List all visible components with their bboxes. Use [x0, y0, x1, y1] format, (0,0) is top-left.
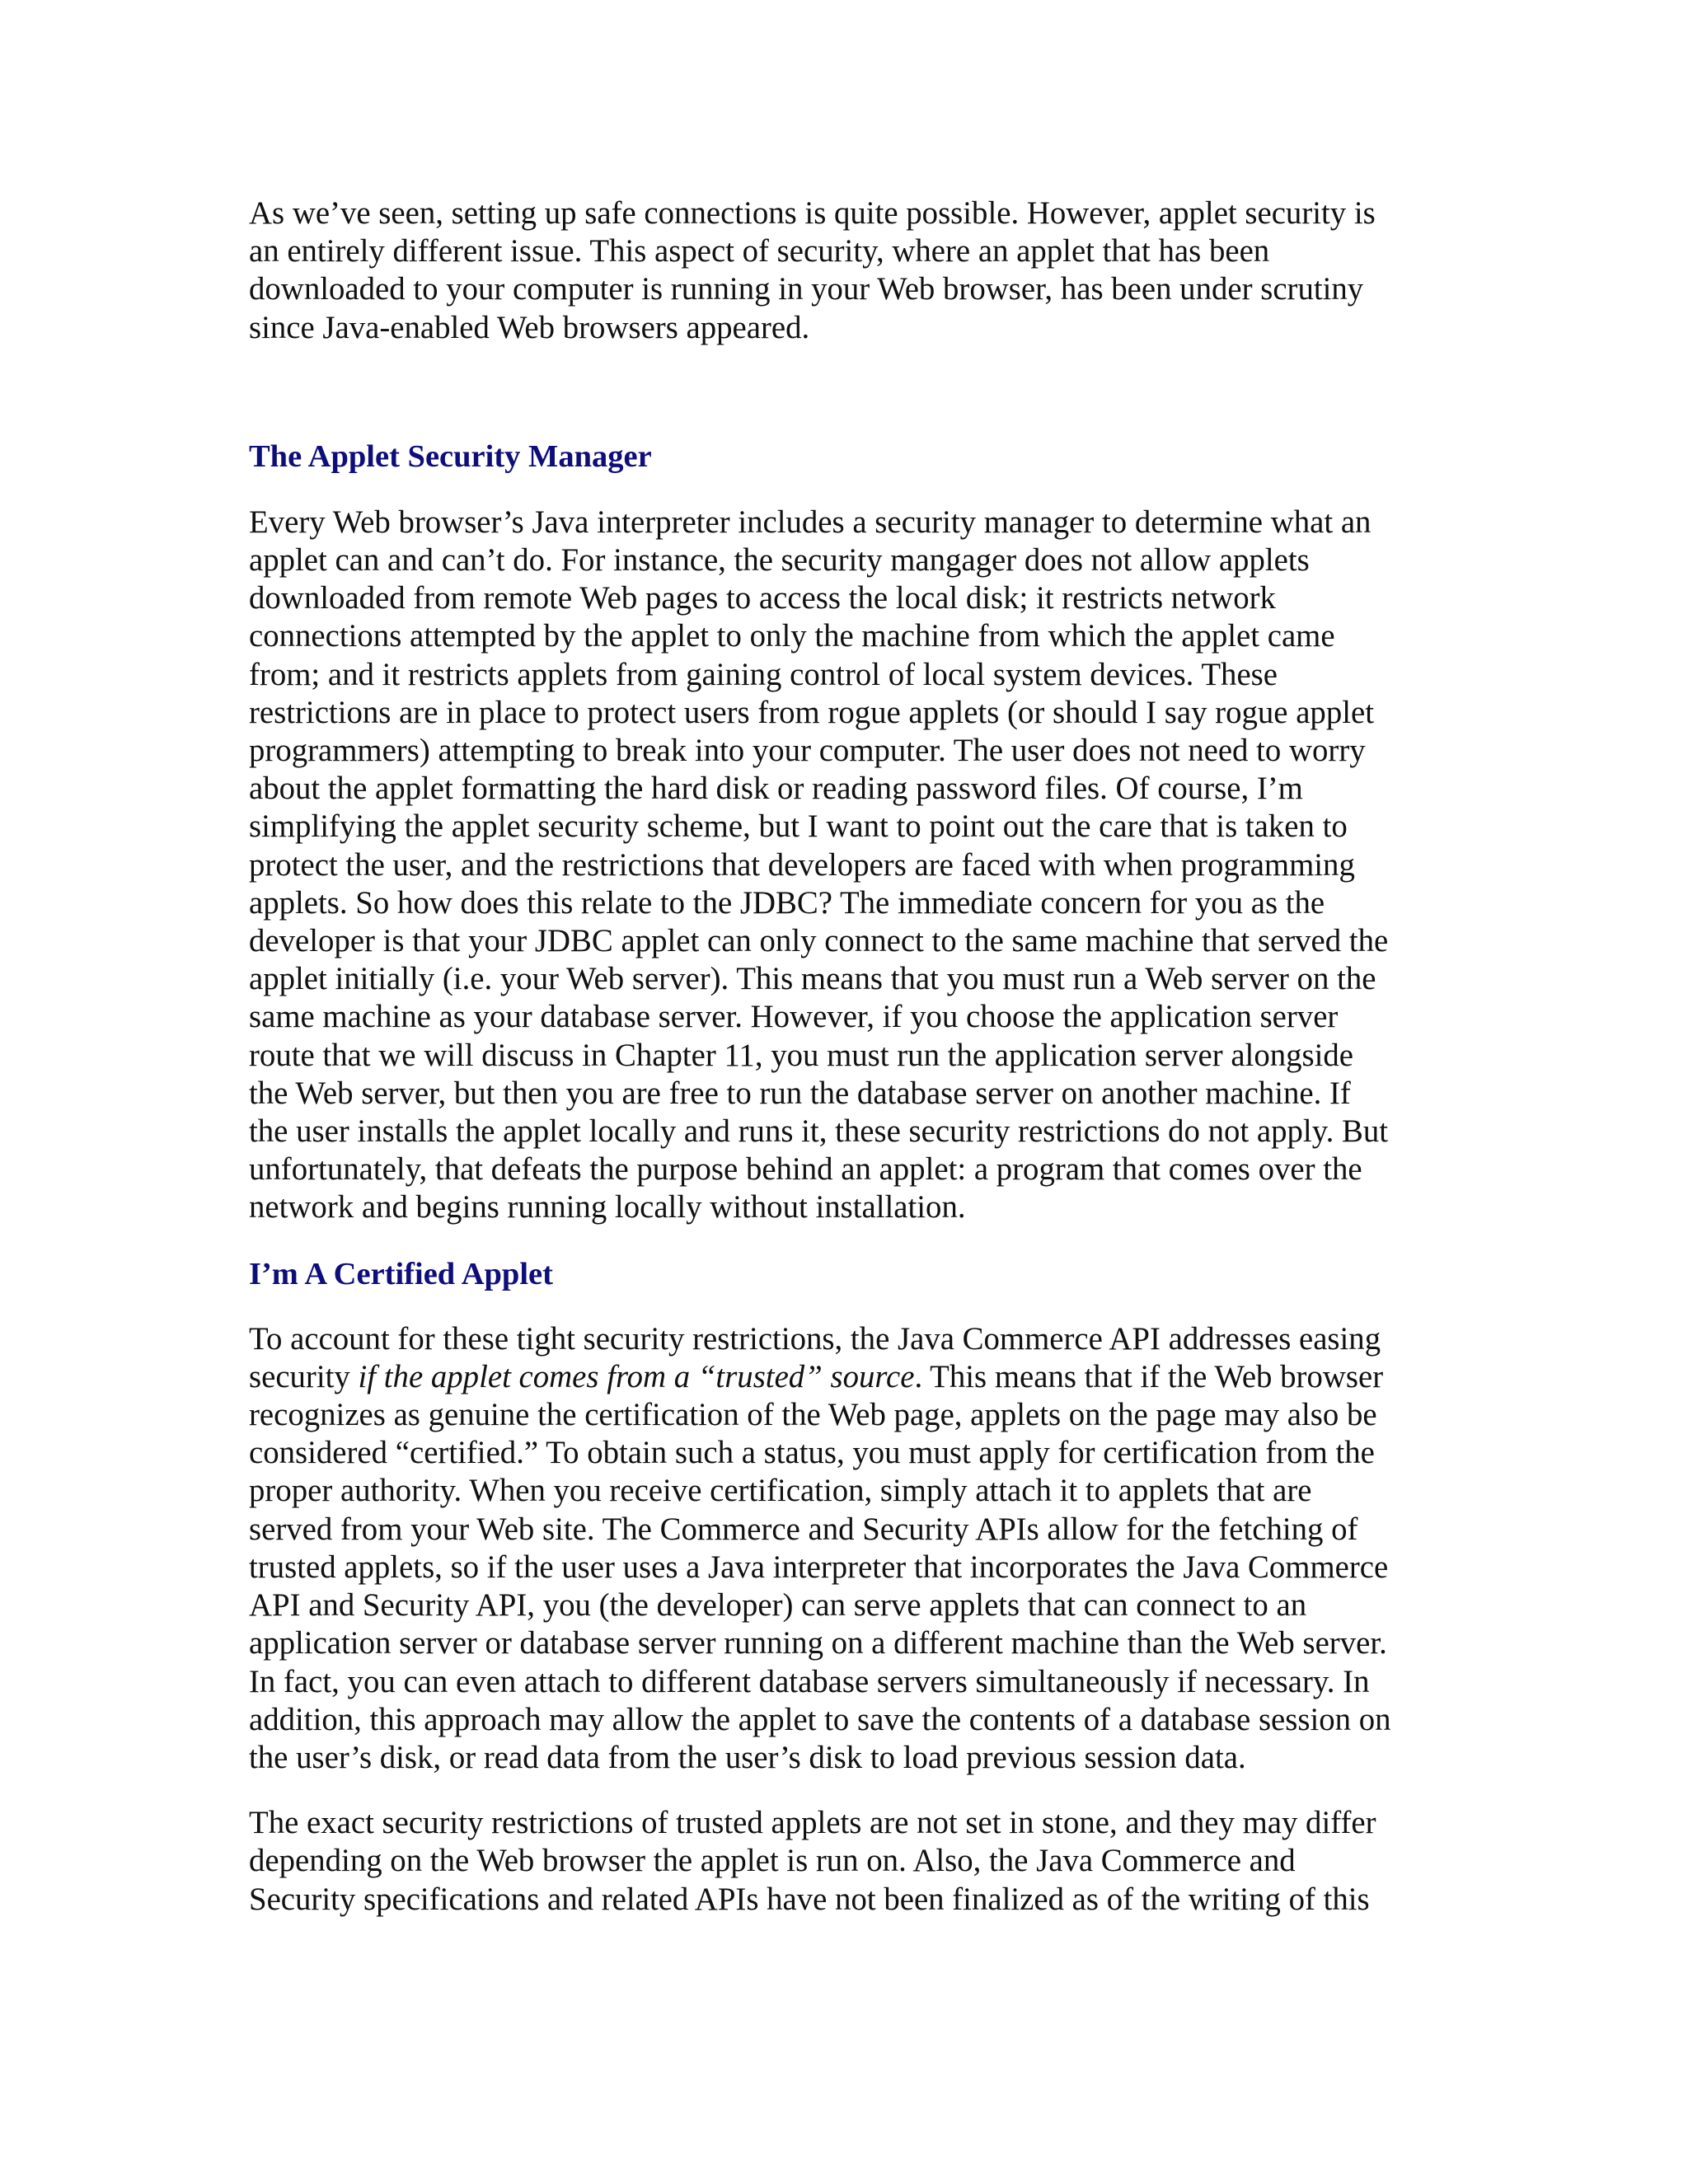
- trusted-applets-paragraph: [249, 1804, 1440, 1919]
- text-line: Every Web browser’s Java interpreter includes a security manager to determine what an: [249, 504, 1372, 540]
- section-heading-certified-applet: I’m A Certified Applet: [249, 1256, 553, 1291]
- text-line: same machine as your database server. However, if you choose the application server: [249, 999, 1339, 1035]
- text-line: downloaded to your computer is running in your Web browser, has been under scrutiny: [249, 271, 1364, 307]
- text-line: network and begins running locally without installation.: [249, 1189, 966, 1226]
- text-line: The exact security restrictions of trusted applets are not set in stone, and they may differ: [249, 1805, 1376, 1841]
- text-line-with-emphasis: [249, 1358, 1440, 1396]
- text-span: security: [249, 1358, 359, 1394]
- text-line: from; and it restricts applets from gaining control of local system devices. These: [249, 656, 1278, 692]
- text-line: unfortunately, that defeats the purpose behind an applet: a program that comes over the: [249, 1151, 1362, 1188]
- text-line: proper authority. When you receive certification, simply attach it to applets that are: [249, 1473, 1312, 1509]
- text-line: simplifying the applet security scheme, but I want to point out the care that is taken to: [249, 808, 1348, 845]
- text-line: about the applet formatting the hard disk or reading password files. Of course, I’m: [249, 771, 1303, 807]
- text-line: application server or database server running on a different machine than the Web server.: [249, 1625, 1387, 1661]
- text-line: In fact, you can even attach to different database servers simultaneously if necessary. In: [249, 1663, 1370, 1699]
- text-line: applet can and can’t do. For instance, the security mangager does not allow applets: [249, 542, 1310, 579]
- emphasized-text: if the applet comes from a “trusted” source: [358, 1358, 915, 1394]
- text-line: trusted applets, so if the user uses a Java interpreter that incorporates the Java Commerce: [249, 1549, 1389, 1585]
- intro-paragraph: [249, 194, 1440, 347]
- text-line: served from your Web site. The Commerce and Security APIs allow for the fetching of: [249, 1511, 1358, 1547]
- text-line: since Java-enabled Web browsers appeared.: [249, 309, 810, 345]
- text-line: restrictions are in place to protect users from rogue applets (or should I say rogue applet: [249, 694, 1374, 730]
- document-page: [249, 194, 1440, 1919]
- text-line: the user installs the applet locally and runs it, these security restrictions do not apply. But: [249, 1113, 1389, 1150]
- text-line: an entirely different issue. This aspect of security, where an applet that has been: [249, 233, 1270, 269]
- section-heading-applet-security-manager: The Applet Security Manager: [249, 438, 652, 474]
- text-line: protect the user, and the restrictions that developers are faced with when programming: [249, 846, 1355, 883]
- text-line: depending on the Web browser the applet is run on. Also, the Java Commerce and: [249, 1843, 1296, 1879]
- text-line: recognizes as genuine the certification of the Web page, applets on the page may also be: [249, 1397, 1377, 1433]
- text-line: programmers) attempting to break into your computer. The user does not need to worry: [249, 733, 1366, 769]
- text-line: API and Security API, you (the developer) can serve applets that can connect to an: [249, 1587, 1307, 1624]
- text-line: applet initially (i.e. your Web server). This means that you must run a Web server on the: [249, 961, 1376, 997]
- text-line: connections attempted by the applet to only the machine from which the applet came: [249, 618, 1335, 654]
- text-line: route that we will discuss in Chapter 11, you must run the application server alongside: [249, 1037, 1354, 1073]
- security-manager-paragraph: [249, 504, 1440, 1227]
- text-line: addition, this approach may allow the applet to save the contents of a database session on: [249, 1701, 1391, 1737]
- text-line: developer is that your JDBC applet can only connect to the same machine that served the: [249, 923, 1389, 959]
- text-line: To account for these tight security restrictions, the Java Commerce API addresses easing: [249, 1320, 1381, 1357]
- text-line: downloaded from remote Web pages to access the local disk; it restricts network: [249, 580, 1276, 616]
- text-line: applets. So how does this relate to the JDBC? The immediate concern for you as the: [249, 884, 1325, 921]
- text-line: Security specifications and related APIs have not been finalized as of the writing of this: [249, 1881, 1370, 1917]
- text-line: the Web server, but then you are free to run the database server on another machine. If: [249, 1075, 1351, 1111]
- certified-applet-paragraph: [249, 1320, 1440, 1777]
- text-line: the user’s disk, or read data from the user’s disk to load previous session data.: [249, 1739, 1246, 1775]
- text-span: . This means that if the Web browser: [914, 1358, 1384, 1394]
- text-line: considered “certified.” To obtain such a status, you must apply for certification from the: [249, 1435, 1375, 1471]
- text-line: As we’ve seen, setting up safe connections is quite possible. However, applet security is: [249, 195, 1376, 231]
